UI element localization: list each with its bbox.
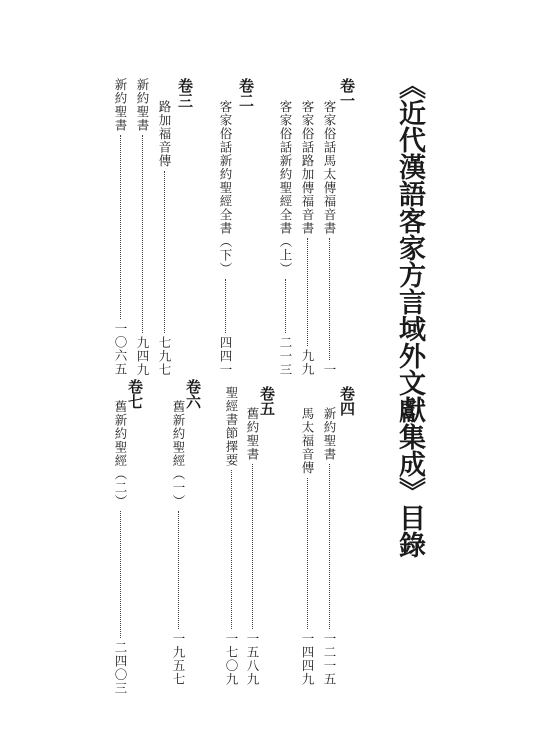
entry-title: 客家俗話新約聖經全書（下）	[218, 100, 233, 276]
entry-title: 新約聖書	[113, 78, 128, 132]
entry-title: 路加福音傳	[157, 100, 172, 168]
leader-dots	[120, 135, 121, 319]
entry-page: 一四四九	[300, 632, 315, 686]
entry-page: 一五八九	[245, 632, 260, 686]
toc-entry[interactable]	[321, 407, 337, 686]
entry-page: 四四一	[218, 335, 233, 376]
volume-label-4: 卷四	[338, 386, 356, 416]
entry-page: 一〇六五	[113, 322, 128, 376]
leader-dots	[231, 470, 232, 629]
entry-title: 新約聖書	[322, 407, 337, 461]
volume-label-7: 卷七	[126, 379, 144, 409]
entry-title: 新約聖書	[135, 78, 150, 132]
leader-dots	[329, 238, 330, 360]
entry-title: 舊新約聖經（一）	[171, 400, 186, 508]
volume-label-3: 卷三	[176, 78, 194, 108]
entry-title: 客家俗話馬太傳福音書	[322, 100, 337, 235]
toc-entry[interactable]	[299, 407, 315, 686]
entry-page: 九四九	[135, 335, 150, 376]
leader-dots	[225, 279, 226, 333]
entry-title: 聖經書節擇要	[224, 386, 239, 467]
volume-label-5: 卷五	[258, 386, 276, 416]
entry-page: 一二一五	[322, 632, 337, 686]
toc-entry[interactable]	[170, 400, 186, 686]
toc-entry[interactable]	[244, 407, 260, 686]
entry-page: 二四〇三	[113, 641, 128, 695]
entry-title: 馬太福音傳	[300, 407, 315, 475]
toc-entry[interactable]	[156, 100, 172, 376]
leader-dots	[307, 478, 308, 630]
toc-entry[interactable]	[321, 100, 337, 376]
toc-entry[interactable]	[217, 100, 233, 376]
leader-dots	[120, 511, 121, 638]
entry-page: 一九五七	[171, 632, 186, 686]
entry-title: 舊新約聖經（二）	[113, 400, 128, 508]
leader-dots	[142, 135, 143, 333]
toc-entry[interactable]	[112, 78, 128, 376]
entry-title: 客家俗話路加傳福音書	[300, 100, 315, 235]
entry-page: 二一三	[278, 335, 293, 376]
leader-dots	[329, 464, 330, 629]
page-title: 《近代漢語客家方言域外文獻集成》目錄	[394, 72, 425, 558]
entry-page: 一七〇九	[224, 632, 239, 686]
toc-entry[interactable]	[112, 400, 128, 695]
leader-dots	[178, 511, 179, 629]
leader-dots	[252, 464, 253, 629]
entry-page: 七九七	[157, 335, 172, 376]
toc-entry[interactable]	[223, 386, 239, 686]
toc-entry[interactable]	[299, 100, 315, 376]
leader-dots	[307, 238, 308, 346]
volume-label-6: 卷六	[184, 379, 202, 409]
leader-dots	[164, 171, 165, 333]
entry-page: 一	[322, 362, 337, 376]
entry-page: 九九	[300, 349, 315, 376]
volume-label-1: 卷一	[338, 78, 356, 108]
leader-dots	[285, 279, 286, 333]
toc-entry[interactable]	[277, 100, 293, 376]
volume-label-2: 卷二	[237, 78, 255, 108]
entry-title: 客家俗話新約聖經全書（上）	[278, 100, 293, 276]
entry-title: 舊約聖書	[245, 407, 260, 461]
toc-entry[interactable]	[134, 78, 150, 376]
